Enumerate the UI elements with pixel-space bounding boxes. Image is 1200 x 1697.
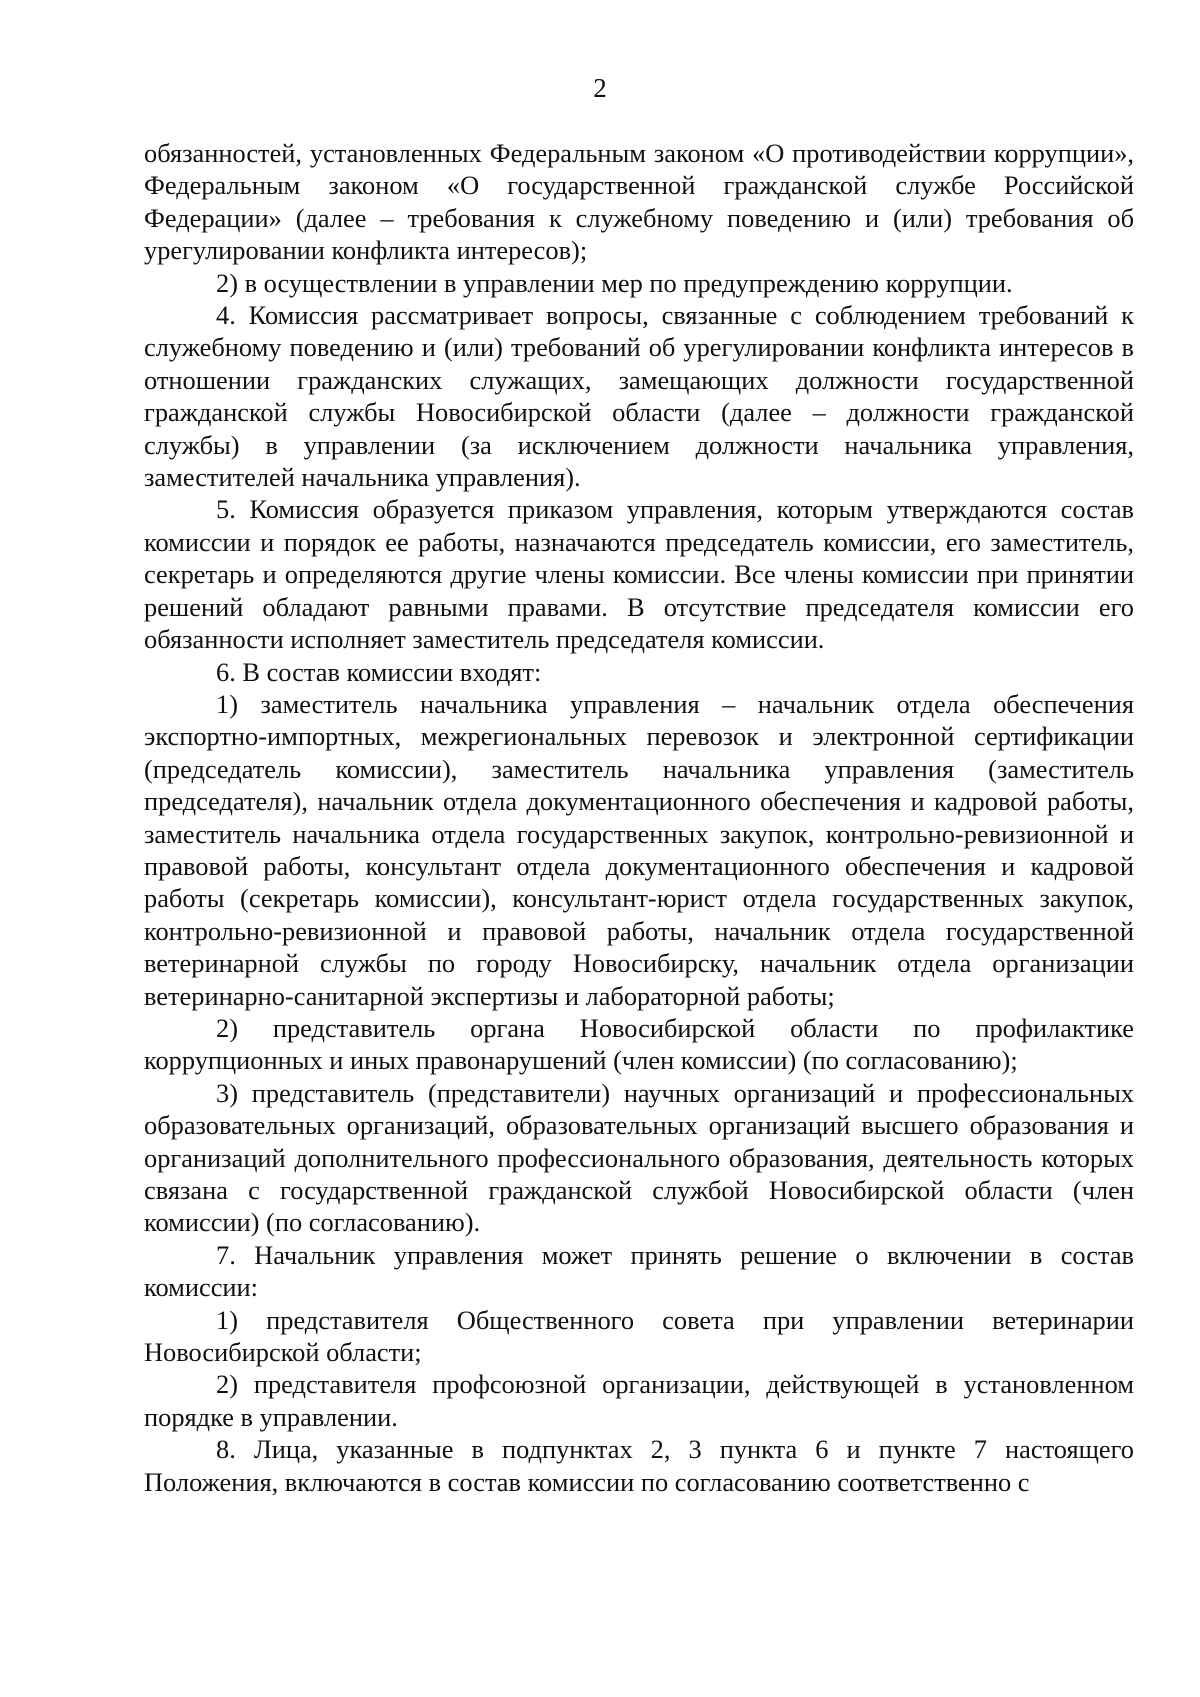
paragraph-4: 4. Комиссия рассматривает вопросы, связанные с соблюдением требований к служебному поведению и (или) требований об урегулировании конфликта интересов в отношении гражданских служащих, замещающих должности государственной гражданской службы Новосибирской области (далее – должности гражданской службы) в управлении (за исключением должности начальника управления, заместителей начальника управления). (144, 300, 1134, 493)
paragraph-7-1: 1) представителя Общественного совета при управлении ветеринарии Новосибирской области; (144, 1304, 1134, 1368)
paragraph-6-2: 2) представитель органа Новосибирской области по профилактике коррупционных и иных правонарушений (член комиссии) (по согласованию); (144, 1012, 1134, 1076)
paragraph-5: 5. Комиссия образуется приказом управления, которым утверждаются состав комиссии и порядок ее работы, назначаются председатель комиссии, его заместитель, секретарь и определяются другие члены комиссии. Все члены комиссии при принятии решений обладают равными правами. В отсутствие председателя комиссии его обязанности исполняет заместитель председателя комиссии. (144, 494, 1134, 655)
paragraph-6-1: 1) заместитель начальника управления – начальник отдела обеспечения экспортно-импортных, межрегиональных перевозок и электронной сертификации (председатель комиссии), заместитель начальника управления (заместитель председателя), начальник отдела документационного обеспечения и кадровой работы, заместитель начальника отдела государственных закупок, контрольно-ревизионной и правовой работы, консультант отдела документационного обеспечения и кадровой работы (секретарь комиссии), консультант-юрист отдела государственных закупок, контрольно-ревизионной и правовой работы, начальник отдела государственной ветеринарной службы по городу Новосибирску, начальник отдела организации ветеринарно-санитарной экспертизы и лабораторной работы; (144, 688, 1134, 1011)
paragraph-continuation: обязанностей, установленных Федеральным законом «О противодействии коррупции», Федеральным законом «О государственной гражданской службе Российской Федерации» (далее – требования к служебному поведению и (или) требования об урегулировании конфликта интересов); (144, 138, 1134, 266)
page-number: 2 (593, 73, 607, 103)
document-body (144, 137, 1134, 1498)
paragraph-7-2: 2) представителя профсоюзной организации, действующей в установленном порядке в управлении. (144, 1369, 1134, 1432)
paragraph-item-3-2: 2) в осуществлении в управлении мер по предупреждению коррупции. (216, 267, 1013, 298)
paragraph-8: 8. Лица, указанные в подпунктах 2, 3 пункта 6 и пункте 7 настоящего Положения, включаются в состав комиссии по согласованию соответственно с (144, 1434, 1134, 1497)
paragraph-7: 7. Начальник управления может принять решение о включении в состав комиссии: (144, 1239, 1134, 1303)
paragraph-6-3: 3) представитель (представители) научных организаций и профессиональных образовательных организаций, образовательных организаций высшего образования и организаций дополнительного профессионального образования, деятельность которых связана с государственной гражданской службой Новосибирской области (член комиссии) (по согласованию). (144, 1077, 1134, 1238)
paragraph-6: 6. В состав комиссии входят: (216, 656, 542, 687)
